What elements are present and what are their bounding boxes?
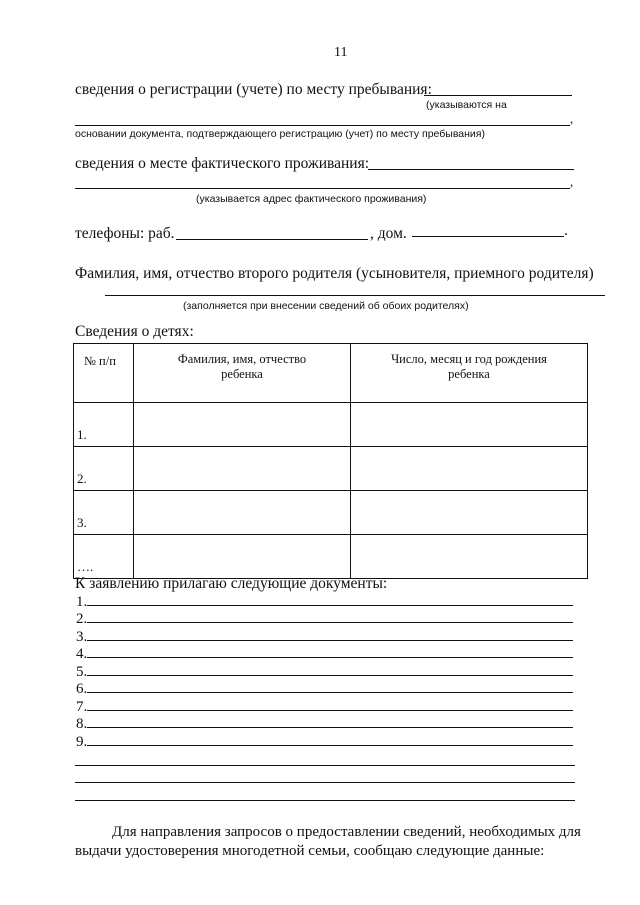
document-item-number: 7. (76, 699, 88, 715)
child-birthdate-cell[interactable] (351, 535, 588, 579)
residence-field-2[interactable] (75, 188, 570, 189)
phones-period: . (564, 222, 568, 239)
child-name-cell[interactable] (134, 491, 351, 535)
documents-heading: К заявлению прилагаю следующие документы: (75, 575, 388, 592)
table-row (74, 447, 588, 491)
second-parent-hint: (заполняется при внесении сведений об обоих родителях) (183, 300, 469, 312)
document-extra-line[interactable] (75, 765, 575, 766)
phones-label: телефоны: раб. (75, 225, 175, 242)
column-header-birthdate-line-1: Число, месяц и год рождения (391, 352, 547, 366)
residence-label: сведения о месте фактического проживания: (75, 155, 370, 172)
column-header-birthdate-line-2: ребенка (448, 367, 490, 381)
home-phone-label: , дом. (370, 225, 407, 242)
document-line[interactable] (87, 710, 573, 711)
row-number: 1. (74, 403, 134, 447)
registration-hint-2: основании документа, подтверждающего регистрацию (учет) по месту пребывания) (75, 128, 485, 140)
document-item-number: 1. (76, 594, 88, 610)
document-extra-line[interactable] (75, 800, 575, 801)
table-row (74, 403, 588, 447)
residence-comma: , (570, 174, 574, 189)
document-line[interactable] (87, 727, 573, 728)
second-parent-field[interactable] (105, 295, 605, 296)
document-extra-line[interactable] (75, 782, 575, 783)
document-item-number: 4. (76, 646, 88, 662)
residence-hint: (указывается адрес фактического проживания) (196, 193, 427, 205)
document-line[interactable] (87, 692, 573, 693)
row-number: 3. (74, 491, 134, 535)
registration-field-2[interactable] (75, 125, 570, 126)
registration-hint-1: (указываются на (426, 99, 507, 111)
document-line[interactable] (87, 675, 573, 676)
table-row (74, 491, 588, 535)
document-line[interactable] (87, 657, 573, 658)
document-line[interactable] (87, 745, 573, 746)
children-heading: Сведения о детях: (75, 323, 194, 340)
document-item-number: 3. (76, 629, 88, 645)
document-item-number: 9. (76, 734, 88, 750)
column-header-name (134, 344, 351, 403)
home-phone-field[interactable] (412, 236, 564, 237)
document-item-number: 5. (76, 664, 88, 680)
child-birthdate-cell[interactable] (351, 403, 588, 447)
residence-field[interactable] (368, 169, 574, 170)
work-phone-field[interactable] (176, 239, 368, 240)
requests-paragraph-line-2: выдачи удостоверения многодетной семьи, сообщаю следующие данные: (75, 843, 545, 859)
column-header-birthdate (351, 344, 588, 403)
requests-paragraph-line-1: Для направления запросов о предоставлении сведений, необходимых для (112, 824, 581, 840)
child-birthdate-cell[interactable] (351, 447, 588, 491)
document-item-number: 6. (76, 681, 88, 697)
document-line[interactable] (87, 640, 573, 641)
children-table (73, 343, 588, 579)
registration-comma: , (570, 111, 574, 126)
document-line[interactable] (87, 622, 573, 623)
child-name-cell[interactable] (134, 447, 351, 491)
child-name-cell[interactable] (134, 535, 351, 579)
child-birthdate-cell[interactable] (351, 491, 588, 535)
second-parent-label: Фамилия, имя, отчество второго родителя (усыновителя, приемного родителя) (75, 265, 594, 282)
row-number: 2. (74, 447, 134, 491)
column-header-name-line-2: ребенка (221, 367, 263, 381)
registration-label: сведения о регистрации (учете) по месту пребывания: (75, 81, 432, 98)
table-header-row (74, 344, 588, 403)
row-number: …. (74, 535, 134, 579)
column-header-name-line-1: Фамилия, имя, отчество (177, 352, 307, 366)
page-number: 11 (334, 45, 348, 60)
document-line[interactable] (87, 605, 573, 606)
child-name-cell[interactable] (134, 403, 351, 447)
document-item-number: 2. (76, 611, 88, 627)
column-header-number: № п/п (74, 344, 134, 403)
registration-field[interactable] (424, 95, 572, 96)
table-row (74, 535, 588, 579)
document-item-number: 8. (76, 716, 88, 732)
